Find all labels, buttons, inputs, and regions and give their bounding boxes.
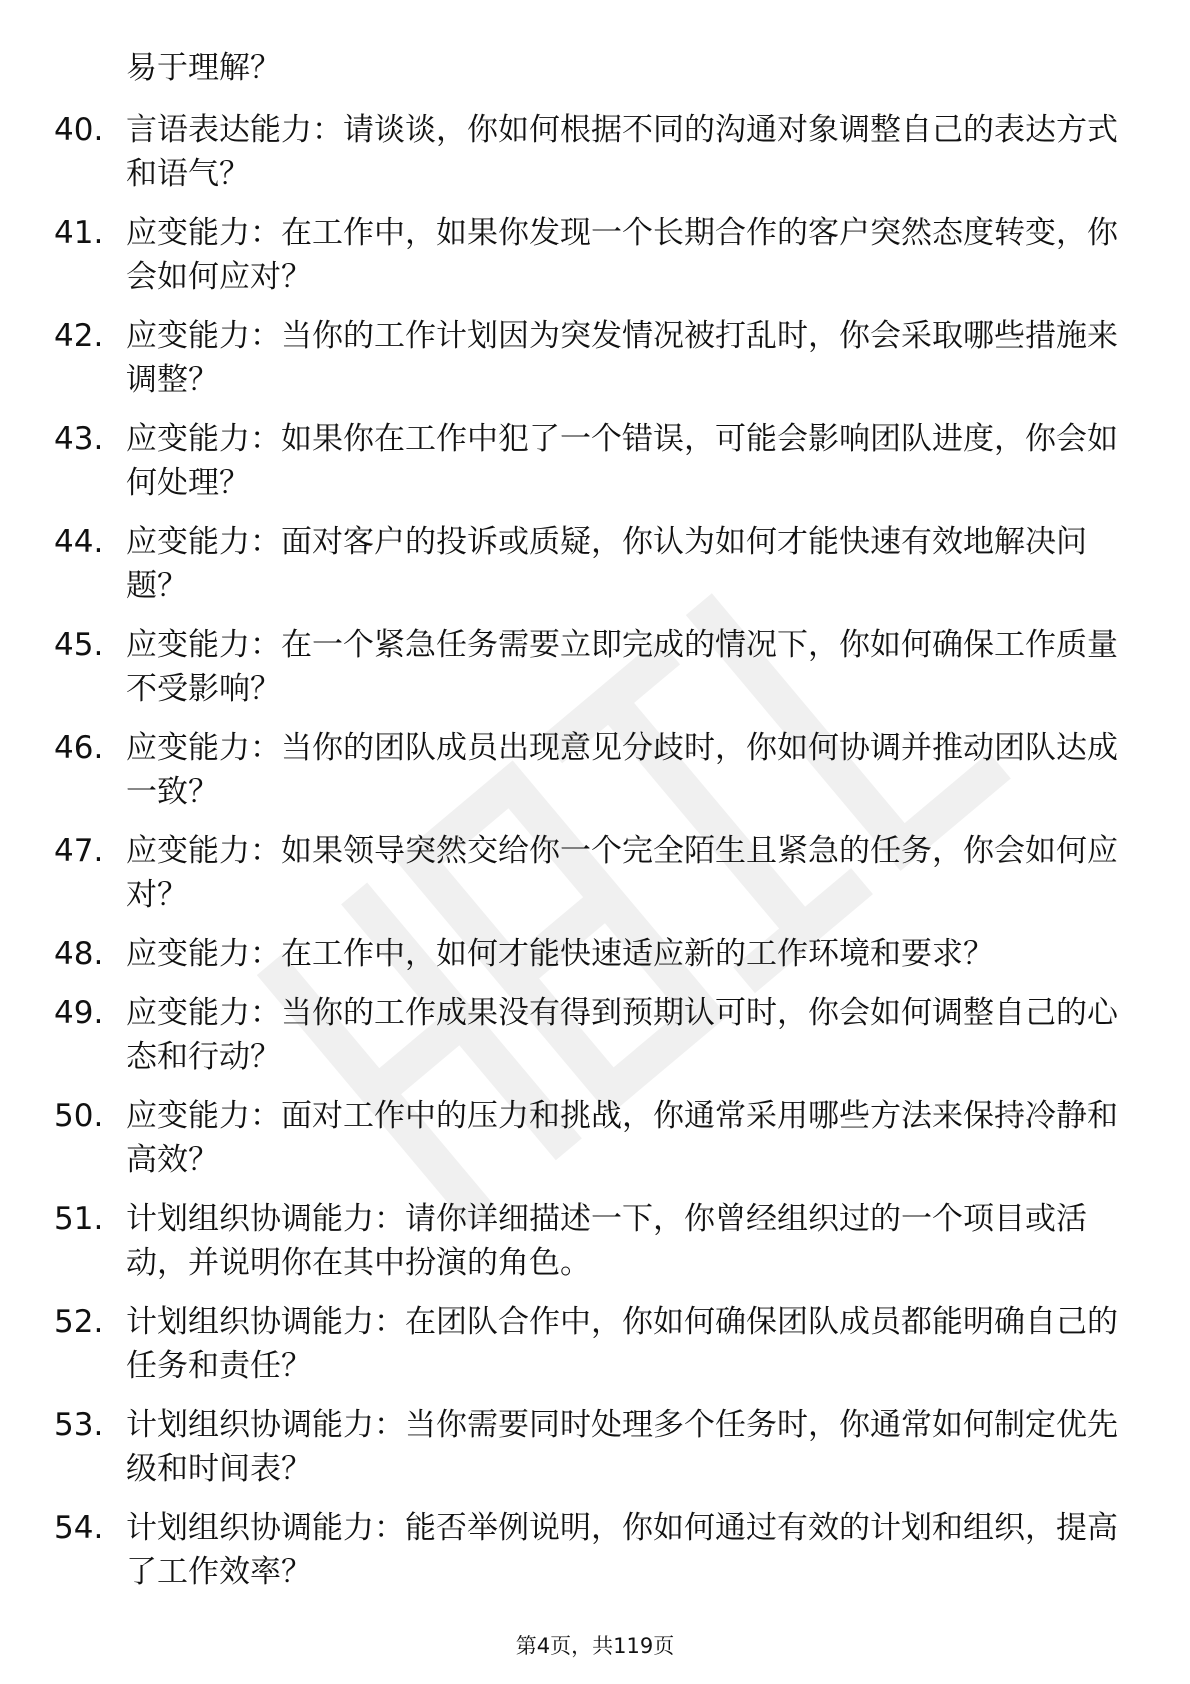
question-text: 应变能力：如果你在工作中犯了一个错误，可能会影响团队进度，你会如何处理？ [126,421,1118,501]
question-number: 44. [54,524,104,560]
list-item [54,1197,1134,1285]
question-text: 计划组织协调能力：能否举例说明，你如何通过有效的计划和组织，提高了工作效率？ [126,1510,1118,1590]
question-number: 42. [54,318,104,354]
list-item [54,520,1134,608]
question-text: 应变能力：面对工作中的压力和挑战，你通常采用哪些方法来保持冷静和高效？ [126,1098,1118,1178]
list-item [54,1403,1134,1491]
list-item [54,829,1134,917]
question-number: 54. [54,1510,104,1546]
page-footer [0,1632,1190,1660]
question-number: 53. [54,1407,104,1443]
question-text: 应变能力：当你的团队成员出现意见分歧时，你如何协调并推动团队达成一致？ [126,730,1118,810]
list-item [54,1506,1134,1594]
question-text: 应变能力：在一个紧急任务需要立即完成的情况下，你如何确保工作质量不受影响？ [126,627,1118,707]
question-number: 43. [54,421,104,457]
list-item [54,314,1134,402]
question-text: 计划组织协调能力：当你需要同时处理多个任务时，你通常如何制定优先级和时间表？ [126,1407,1118,1487]
question-text: 应变能力：在工作中，如果你发现一个长期合作的客户突然态度转变，你会如何应对？ [126,215,1118,295]
list-item [54,417,1134,505]
question-number: 46. [54,730,104,766]
previous-question-continuation: 易于理解？ [126,50,281,86]
list-item [54,108,1134,196]
list-item [54,1300,1134,1388]
list-item [54,211,1134,299]
document-body [54,46,1134,1609]
question-text: 应变能力：如果领导突然交给你一个完全陌生且紧急的任务，你会如何应对？ [126,833,1118,913]
question-text: 言语表达能力：请谈谈，你如何根据不同的沟通对象调整自己的表达方式和语气？ [126,112,1118,192]
list-item [54,726,1134,814]
question-number: 49. [54,995,104,1031]
question-list [54,108,1134,1594]
list-item [54,932,1134,976]
question-text: 应变能力：当你的工作成果没有得到预期认可时，你会如何调整自己的心态和行动？ [126,995,1118,1075]
page-number-indicator: 第4页，共119页 [515,1634,675,1658]
question-text: 计划组织协调能力：在团队合作中，你如何确保团队成员都能明确自己的任务和责任？ [126,1304,1118,1384]
question-number: 47. [54,833,104,869]
question-text: 应变能力：面对客户的投诉或质疑，你认为如何才能快速有效地解决问题？ [126,524,1087,604]
question-number: 40. [54,112,104,148]
question-text: 计划组织协调能力：请你详细描述一下，你曾经组织过的一个项目或活动，并说明你在其中扮演的角色。 [126,1201,1087,1281]
question-number: 50. [54,1098,104,1134]
question-text: 应变能力：当你的工作计划因为突发情况被打乱时，你会采取哪些措施来调整？ [126,318,1118,398]
list-item [54,623,1134,711]
question-number: 52. [54,1304,104,1340]
list-item [54,991,1134,1079]
question-number: 45. [54,627,104,663]
question-number: 51. [54,1201,104,1237]
question-number: 41. [54,215,104,251]
question-number: 48. [54,936,104,972]
list-item [54,1094,1134,1182]
question-text: 应变能力：在工作中，如何才能快速适应新的工作环境和要求？ [126,936,994,972]
